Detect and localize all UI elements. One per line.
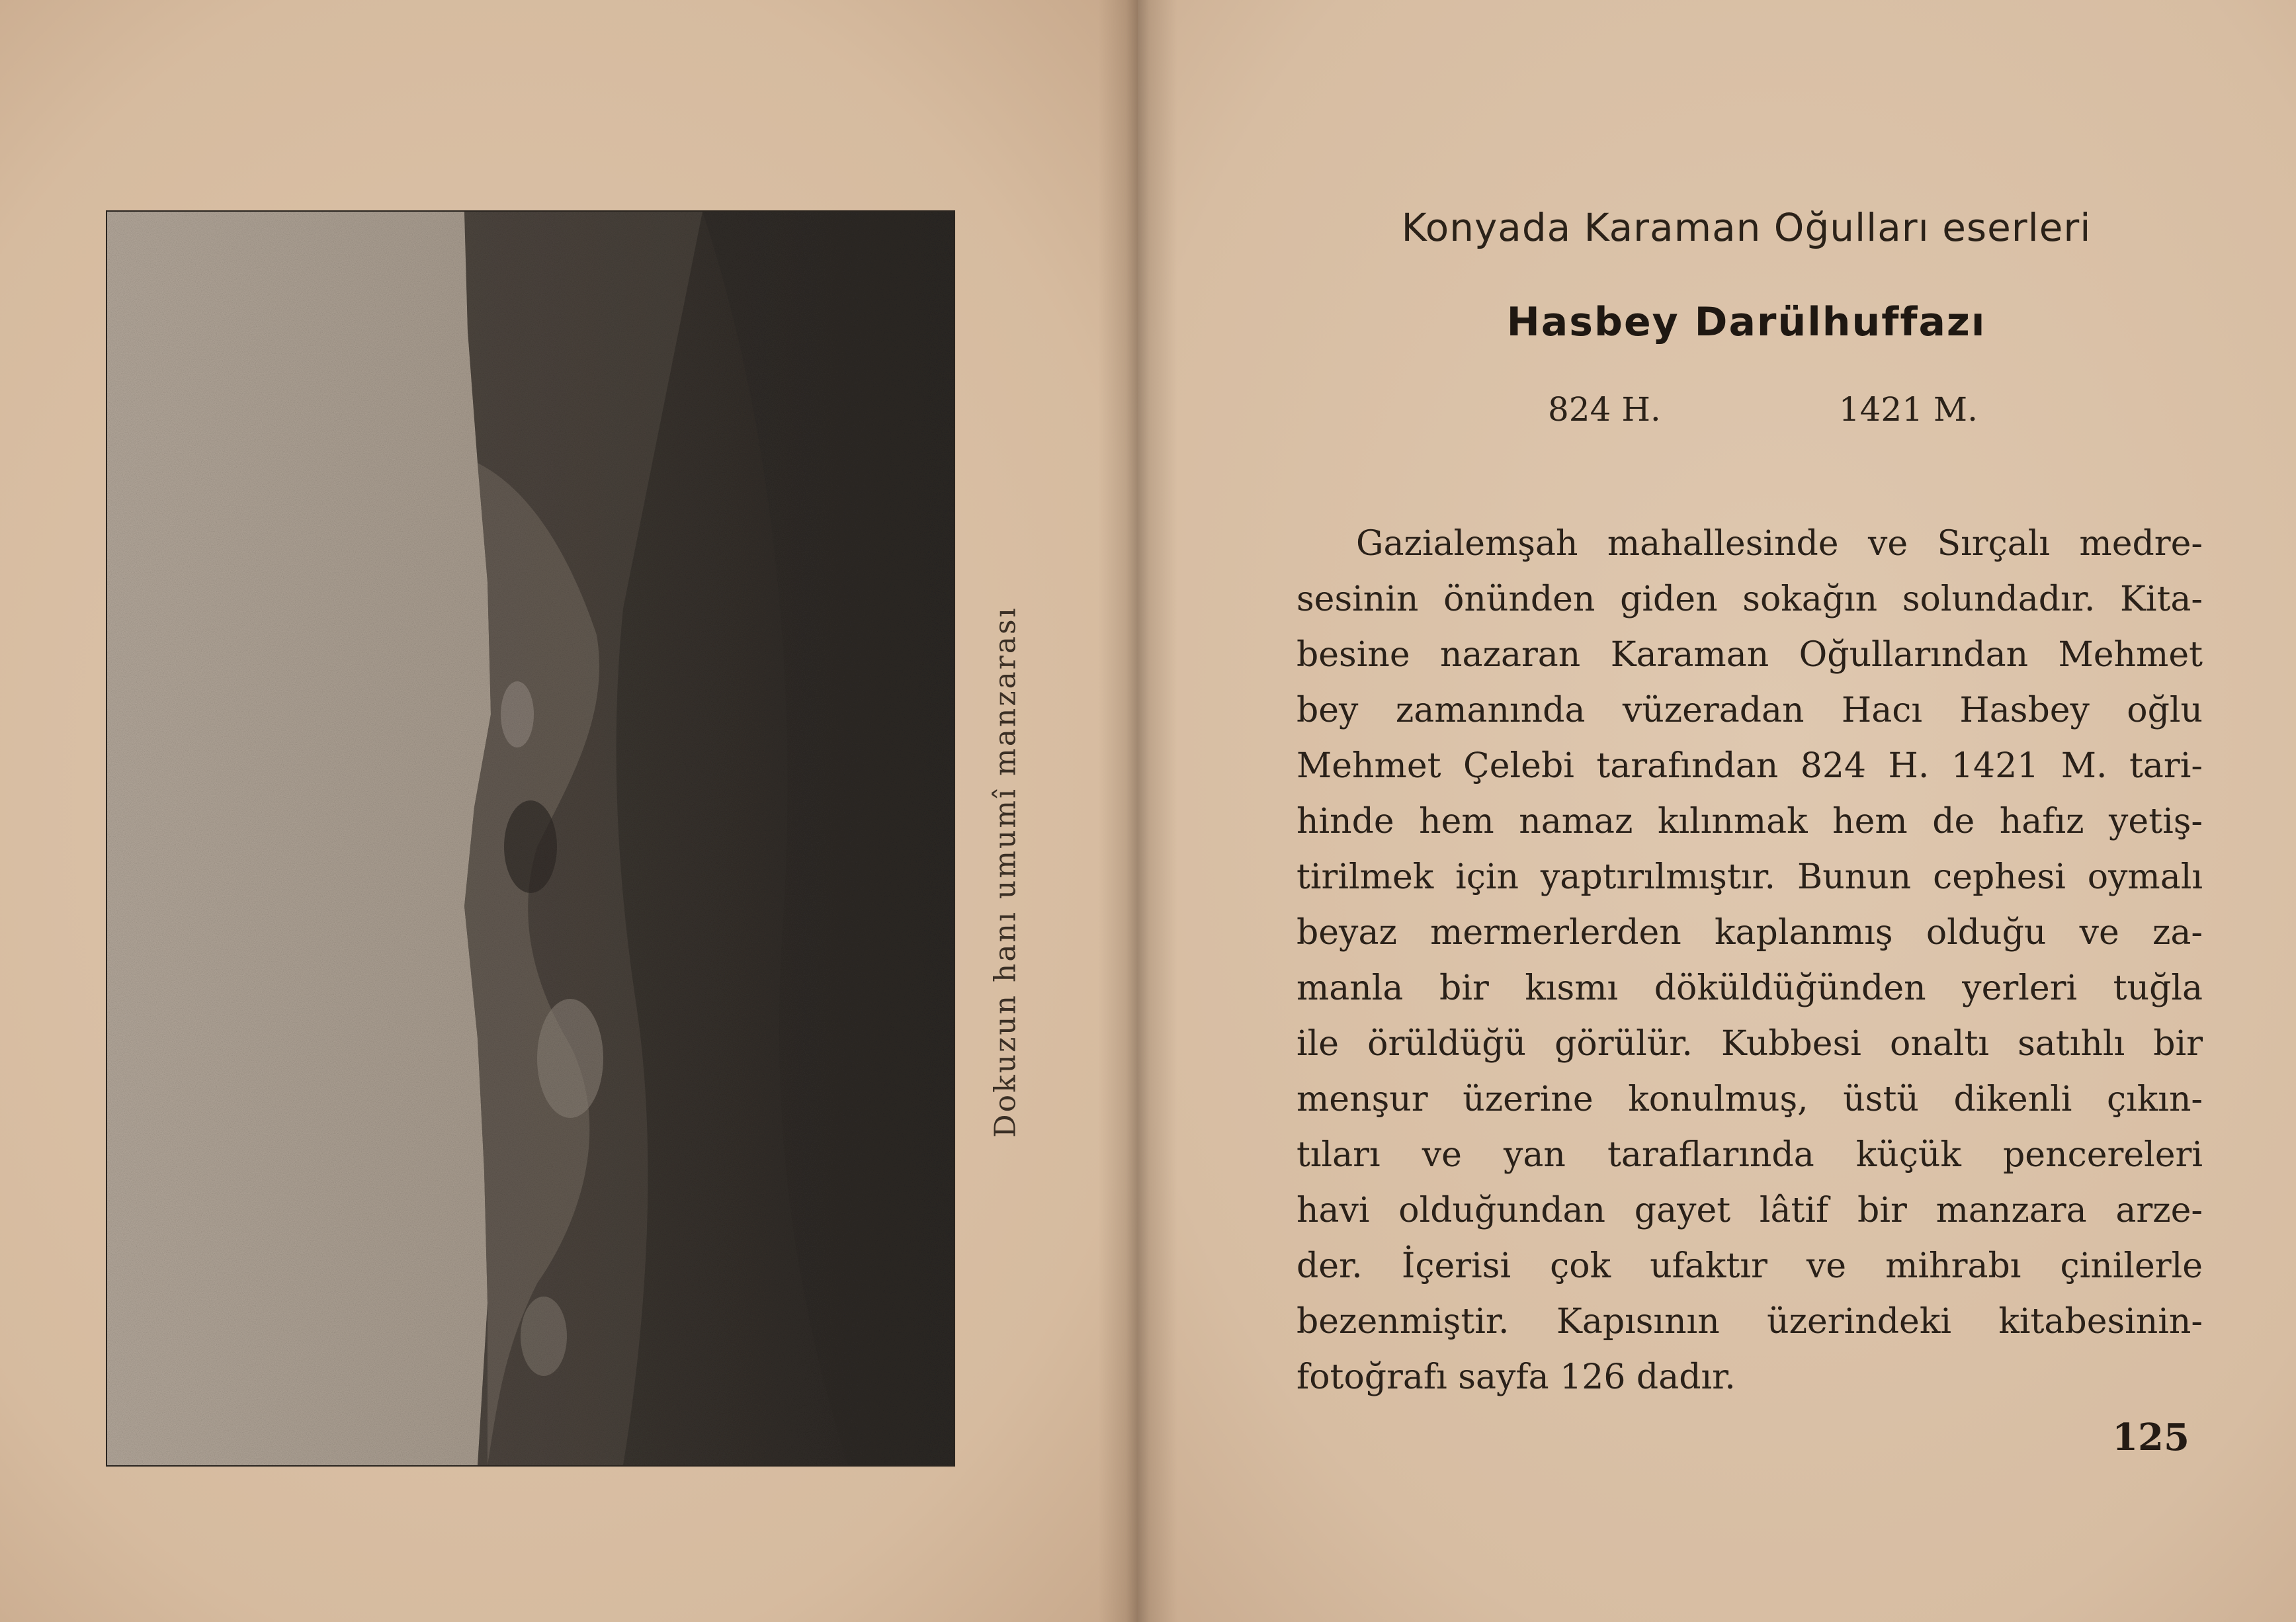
text-line: fotoğrafı sayfa 126 dadır. <box>1297 1357 1736 1397</box>
date-gregorian: 1421 M. <box>1838 390 1978 429</box>
photo-caption-area <box>966 210 1045 1464</box>
text-line: bezenmiştir. Kapısının üzerindeki kitabesinin- <box>1297 1302 2203 1342</box>
photo-caption: Dokuzun hanı umumî manzarası <box>988 606 1023 1138</box>
text-line: besine nazaran Karaman Oğullarından Mehmet <box>1297 635 2203 675</box>
text-line: havi olduğundan gayet lâtif bir manzara arze- <box>1297 1191 2203 1230</box>
left-page <box>0 0 1138 1622</box>
body-paragraph <box>1297 516 2203 1405</box>
text-line: Gazialemşah mahallesinde ve Sırçalı medre- <box>1356 524 2203 564</box>
landscape-photo <box>107 212 954 1465</box>
text-line: ile örüldüğü görülür. Kubbesi onaltı satıhlı bir <box>1297 1024 2203 1064</box>
date-line <box>1548 390 1978 437</box>
photo-plate <box>106 210 955 1467</box>
section-header: Konyada Karaman Oğulları eserleri <box>1401 205 2092 250</box>
text-line: bey zamanında vüzeradan Hacı Hasbey oğlu <box>1297 691 2203 730</box>
text-line: menşur üzerine konulmuş, üstü dikenli çıkın- <box>1297 1080 2203 1119</box>
text-line: hinde hem namaz kılınmak hem de hafız yetiş- <box>1297 802 2203 841</box>
text-line: tıları ve yan taraflarında küçük pencereleri <box>1297 1135 2203 1175</box>
text-line: sesinin önünden giden sokağın solundadır. Kita- <box>1297 579 2203 619</box>
text-line: Mehmet Çelebi tarafından 824 H. 1421 M. tari- <box>1297 746 2203 786</box>
date-hijri: 824 H. <box>1548 390 1661 429</box>
book-gutter <box>1098 0 1177 1622</box>
text-line: tirilmek için yaptırılmıştır. Bunun cephesi oymalı <box>1297 857 2203 897</box>
text-line: manla bir kısmı döküldüğünden yerleri tuğla <box>1297 968 2203 1008</box>
text-line: beyaz mermerlerden kaplanmış olduğu ve za- <box>1297 913 2203 953</box>
text-line: der. İçerisi çok ufaktır ve mihrabı çinilerle <box>1297 1246 2203 1286</box>
page-title: Hasbey Darülhuffazı <box>1506 299 1986 345</box>
page-number: 125 <box>2112 1416 2190 1459</box>
